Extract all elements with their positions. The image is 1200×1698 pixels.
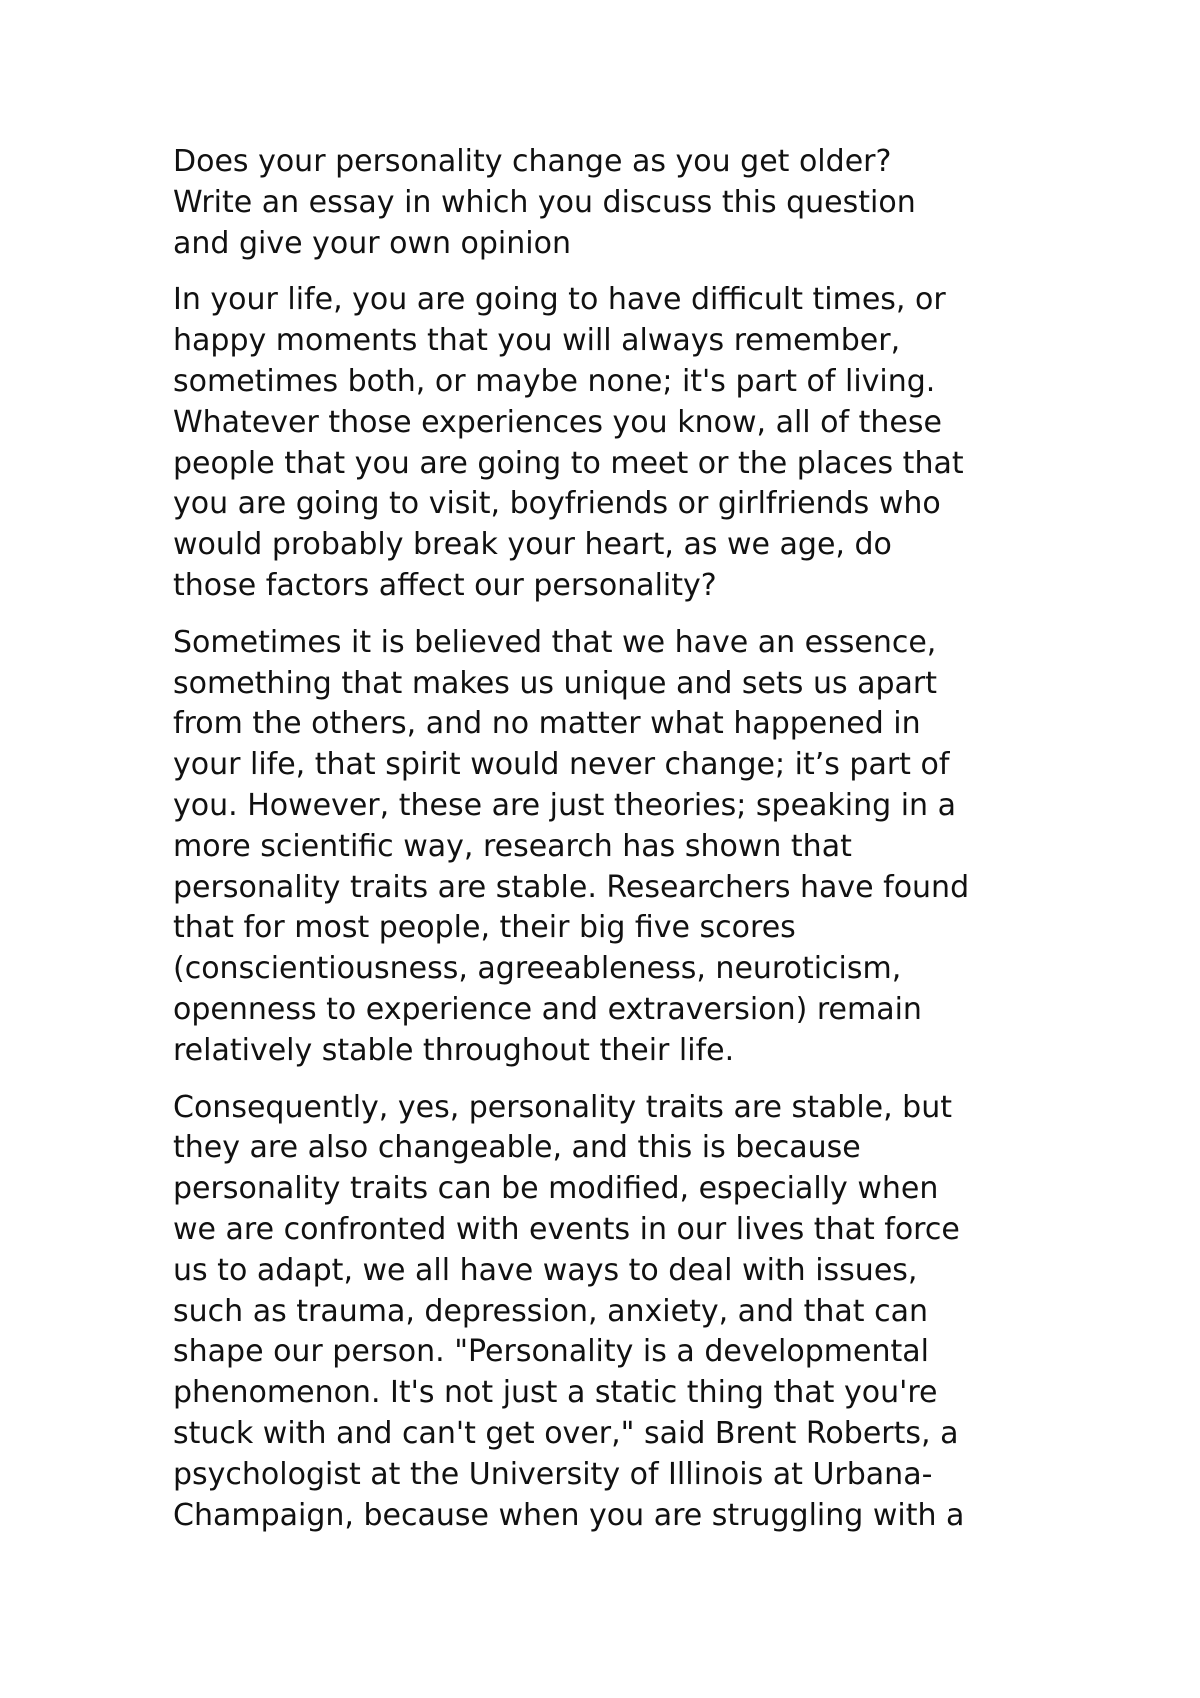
paragraph-1: In your life, you are going to have difficult times, or happy moments that you will always remember, sometimes both, or maybe none; it's part of living. Whatever those experiences you know, all of these people that you are going to meet or the places that you are going to visit, boyfriends or girlfriends who would probably break your heart, as we age, do those factors affect our personality? [173, 282, 964, 603]
paragraph-3: Consequently, yes, personality traits are stable, but they are also changeable, and this is because personality traits can be modified, especially when we are confronted with events in our lives that force us to adapt, we all have ways to deal with issues, such as trauma, depression, anxiety, and that can shape our person. "Personality is a developmental phenomenon. It's not just a static thing that you're stuck with and can't get over," said Brent Roberts, a psychologist at the University of Illinois at Urbana- Champaign, because when you are struggling with a [173, 1089, 965, 1533]
paragraph-2: Sometimes it is believed that we have an essence, something that makes us unique and sets us apart from the others, and no matter what happened in your life, that spirit would never change; it’s part of you. However, these are just theories; speaking in a more scientific way, research has shown that personality traits are stable. Researchers have found that for most people, their big five scores (conscientiousness, agreeableness, neuroticism, openness to experience and extraversion) remain relatively stable throughout their life. [173, 624, 970, 1068]
document-body [173, 142, 1053, 1552]
essay-prompt: Does your personality change as you get older? Write an essay in which you discuss this question and give your own opinion [173, 144, 916, 261]
